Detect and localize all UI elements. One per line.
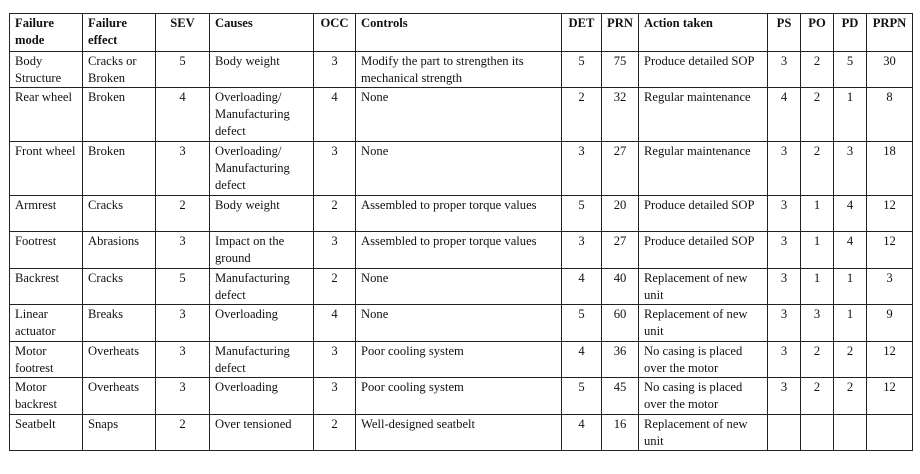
cell-failure-mode: Body Structure (10, 52, 83, 88)
cell-po: 1 (801, 195, 834, 231)
cell-ps: 3 (768, 341, 801, 377)
cell-controls: Well-designed seatbelt (356, 414, 562, 450)
cell-failure-mode: Seatbelt (10, 414, 83, 450)
cell-ps: 3 (768, 195, 801, 231)
cell-controls: None (356, 268, 562, 304)
table-row (10, 88, 913, 142)
cell-sev: 2 (156, 195, 210, 231)
cell-action-taken: No casing is placed over the motor (639, 378, 768, 414)
cell-occ: 2 (314, 195, 356, 231)
cell-occ: 4 (314, 305, 356, 341)
cell-pd: 1 (834, 268, 867, 304)
table-row (10, 305, 913, 341)
cell-det: 5 (562, 195, 602, 231)
cell-prn: 16 (602, 414, 639, 450)
cell-controls: None (356, 88, 562, 142)
cell-causes: Overloading/ Manufacturing defect (210, 88, 314, 142)
cell-pd: 3 (834, 142, 867, 196)
cell-action-taken: Replacement of new unit (639, 268, 768, 304)
cell-action-taken: Regular maintenance (639, 142, 768, 196)
header-failure-mode: Failure mode (10, 14, 83, 52)
cell-occ: 3 (314, 232, 356, 268)
header-sev: SEV (156, 14, 210, 52)
cell-ps: 3 (768, 52, 801, 88)
cell-failure-mode: Rear wheel (10, 88, 83, 142)
cell-pd: 2 (834, 341, 867, 377)
cell-prpn: 12 (867, 378, 913, 414)
cell-prn: 36 (602, 341, 639, 377)
cell-sev: 3 (156, 378, 210, 414)
cell-causes: Overloading (210, 305, 314, 341)
cell-occ: 2 (314, 268, 356, 304)
header-causes: Causes (210, 14, 314, 52)
table-row (10, 414, 913, 450)
cell-po: 3 (801, 305, 834, 341)
cell-action-taken: Produce detailed SOP (639, 195, 768, 231)
cell-failure-mode: Armrest (10, 195, 83, 231)
cell-occ: 3 (314, 378, 356, 414)
cell-po: 1 (801, 268, 834, 304)
cell-det: 4 (562, 414, 602, 450)
cell-det: 4 (562, 268, 602, 304)
cell-prn: 75 (602, 52, 639, 88)
header-action-taken: Action taken (639, 14, 768, 52)
cell-prn: 27 (602, 232, 639, 268)
header-occ: OCC (314, 14, 356, 52)
header-po: PO (801, 14, 834, 52)
header-pd: PD (834, 14, 867, 52)
cell-failure-effect: Cracks (83, 195, 156, 231)
cell-prn: 20 (602, 195, 639, 231)
cell-failure-effect: Cracks (83, 268, 156, 304)
cell-action-taken: Regular maintenance (639, 88, 768, 142)
cell-po: 2 (801, 52, 834, 88)
table-row (10, 195, 913, 231)
cell-pd: 5 (834, 52, 867, 88)
cell-sev: 4 (156, 88, 210, 142)
cell-det: 3 (562, 232, 602, 268)
header-controls: Controls (356, 14, 562, 52)
cell-prpn: 18 (867, 142, 913, 196)
cell-po: 2 (801, 142, 834, 196)
cell-action-taken: No casing is placed over the motor (639, 341, 768, 377)
cell-prpn: 12 (867, 195, 913, 231)
cell-failure-effect: Broken (83, 88, 156, 142)
cell-failure-mode: Backrest (10, 268, 83, 304)
cell-causes: Over tensioned (210, 414, 314, 450)
cell-occ: 3 (314, 142, 356, 196)
cell-failure-effect: Breaks (83, 305, 156, 341)
cell-controls: Assembled to proper torque values (356, 232, 562, 268)
cell-action-taken: Replacement of new unit (639, 305, 768, 341)
cell-sev: 3 (156, 305, 210, 341)
cell-det: 5 (562, 378, 602, 414)
table-row (10, 142, 913, 196)
cell-failure-mode: Linear actuator (10, 305, 83, 341)
cell-prpn: 30 (867, 52, 913, 88)
header-ps: PS (768, 14, 801, 52)
cell-failure-effect: Abrasions (83, 232, 156, 268)
cell-prpn: 12 (867, 232, 913, 268)
cell-controls: Assembled to proper torque values (356, 195, 562, 231)
table-row (10, 232, 913, 268)
cell-prpn: 12 (867, 341, 913, 377)
cell-failure-effect: Broken (83, 142, 156, 196)
cell-failure-effect: Overheats (83, 341, 156, 377)
cell-po: 2 (801, 88, 834, 142)
cell-prn: 45 (602, 378, 639, 414)
cell-pd: 4 (834, 195, 867, 231)
cell-action-taken: Produce detailed SOP (639, 232, 768, 268)
cell-pd: 1 (834, 305, 867, 341)
cell-po (801, 414, 834, 450)
cell-pd: 4 (834, 232, 867, 268)
cell-sev: 2 (156, 414, 210, 450)
cell-causes: Body weight (210, 195, 314, 231)
cell-det: 3 (562, 142, 602, 196)
cell-prpn: 9 (867, 305, 913, 341)
cell-prpn (867, 414, 913, 450)
cell-controls: None (356, 142, 562, 196)
cell-po: 1 (801, 232, 834, 268)
cell-occ: 3 (314, 52, 356, 88)
cell-prpn: 3 (867, 268, 913, 304)
cell-po: 2 (801, 378, 834, 414)
cell-sev: 3 (156, 341, 210, 377)
cell-failure-effect: Snaps (83, 414, 156, 450)
cell-det: 4 (562, 341, 602, 377)
cell-pd (834, 414, 867, 450)
cell-causes: Overloading/ Manufacturing defect (210, 142, 314, 196)
header-det: DET (562, 14, 602, 52)
cell-det: 2 (562, 88, 602, 142)
cell-failure-mode: Front wheel (10, 142, 83, 196)
cell-controls: Modify the part to strengthen its mechanical strength (356, 52, 562, 88)
cell-det: 5 (562, 52, 602, 88)
cell-pd: 2 (834, 378, 867, 414)
cell-causes: Impact on the ground (210, 232, 314, 268)
header-row (10, 14, 913, 52)
cell-ps: 3 (768, 232, 801, 268)
cell-po: 2 (801, 341, 834, 377)
table-row (10, 378, 913, 414)
cell-action-taken: Produce detailed SOP (639, 52, 768, 88)
cell-causes: Overloading (210, 378, 314, 414)
cell-controls: Poor cooling system (356, 341, 562, 377)
cell-failure-mode: Motor backrest (10, 378, 83, 414)
cell-occ: 4 (314, 88, 356, 142)
cell-prn: 27 (602, 142, 639, 196)
cell-causes: Body weight (210, 52, 314, 88)
cell-ps: 3 (768, 378, 801, 414)
header-prn: PRN (602, 14, 639, 52)
cell-failure-mode: Footrest (10, 232, 83, 268)
cell-prn: 60 (602, 305, 639, 341)
cell-failure-effect: Cracks or Broken (83, 52, 156, 88)
header-prpn: PRPN (867, 14, 913, 52)
cell-prpn: 8 (867, 88, 913, 142)
table-row (10, 341, 913, 377)
fmea-table (9, 13, 913, 451)
cell-sev: 5 (156, 52, 210, 88)
cell-failure-mode: Motor footrest (10, 341, 83, 377)
cell-ps: 3 (768, 305, 801, 341)
cell-ps: 3 (768, 268, 801, 304)
table-row (10, 52, 913, 88)
cell-occ: 3 (314, 341, 356, 377)
cell-occ: 2 (314, 414, 356, 450)
cell-controls: Poor cooling system (356, 378, 562, 414)
cell-failure-effect: Overheats (83, 378, 156, 414)
cell-ps: 4 (768, 88, 801, 142)
cell-ps: 3 (768, 142, 801, 196)
cell-sev: 3 (156, 142, 210, 196)
cell-prn: 40 (602, 268, 639, 304)
cell-causes: Manufacturing defect (210, 341, 314, 377)
header-failure-effect: Failure effect (83, 14, 156, 52)
cell-prn: 32 (602, 88, 639, 142)
cell-causes: Manufacturing defect (210, 268, 314, 304)
cell-det: 5 (562, 305, 602, 341)
cell-pd: 1 (834, 88, 867, 142)
cell-ps (768, 414, 801, 450)
cell-controls: None (356, 305, 562, 341)
cell-action-taken: Replacement of new unit (639, 414, 768, 450)
cell-sev: 3 (156, 232, 210, 268)
cell-sev: 5 (156, 268, 210, 304)
table-row (10, 268, 913, 304)
